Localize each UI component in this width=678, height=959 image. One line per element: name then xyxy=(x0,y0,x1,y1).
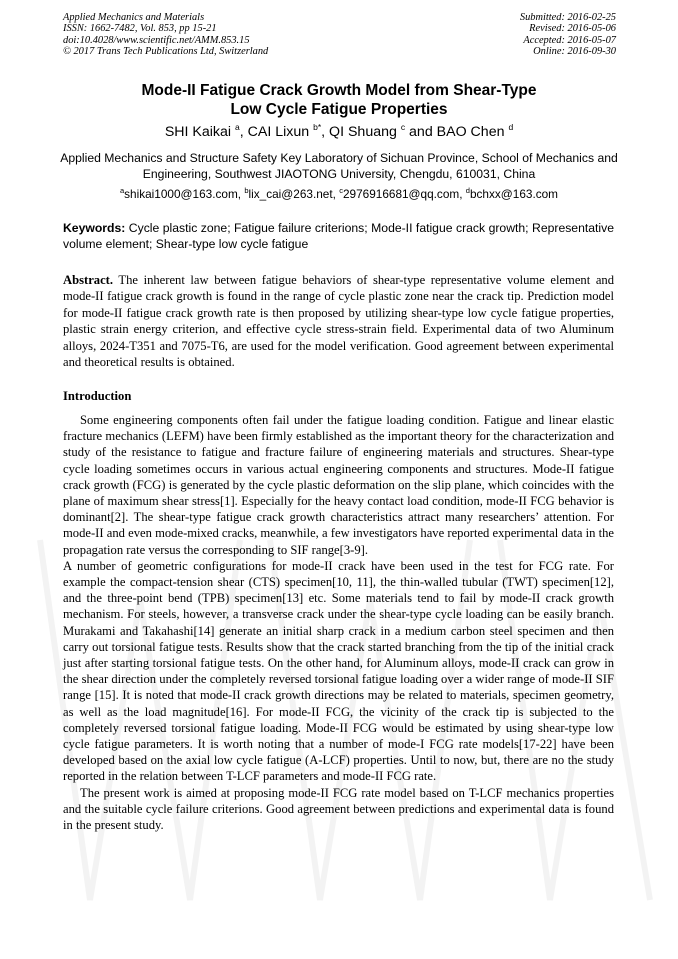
issn-line: ISSN: 1662-7482, Vol. 853, pp 15-21 xyxy=(63,23,217,35)
abstract-text: The inherent law between fatigue behaviors of shear-type representative volume element and mode-II fatigue crack growth is found in the range of cycle plastic zone near the crack tip. Prediction model for mode-II fatigue crack growth rate is then proposed by utilizing shear-type low cycle fatigue properties, plastic strain energy criterion, and effective cycle stress-strain field. Experimental data of two Aluminum alloys, 2024-T351 and 7075-T6, are used for the model verification. Good agreement between experimental and theoretical results is obtained. xyxy=(63,273,615,370)
paper-title xyxy=(40,82,638,119)
title-line-1: Mode-II Fatigue Crack Growth Model from Shear-Type xyxy=(141,82,537,99)
publication-dates xyxy=(520,12,616,58)
affiliation: Applied Mechanics and Structure Safety Key Laboratory of Sichuan Province, School of Mechanics and Engineering, Southwest JIAOTONG University, Chengdu, 610031, China xyxy=(60,151,618,181)
keywords-text: Cycle plastic zone; Fatigue failure criterions; Mode-II fatigue crack growth; Representative volume element; Shear-type low cycle fatigue xyxy=(63,221,614,251)
author-separator: , xyxy=(239,124,248,140)
abstract-section xyxy=(63,272,614,370)
publication-info xyxy=(63,12,268,58)
author-separator: , xyxy=(321,124,330,140)
paragraph: The present work is aimed at proposing mode-II FCG rate model based on T-LCF mechanics properties and the suitable cycle failure criterions. Good agreement between predictions and experimental data is found in the present study. xyxy=(63,785,614,833)
email-separator: , xyxy=(459,187,466,201)
email-separator: , xyxy=(332,187,340,201)
abstract-label: Abstract. xyxy=(63,273,114,287)
author-separator: and xyxy=(405,124,437,140)
author-name: QI Shuang xyxy=(329,124,397,140)
author-mark: d xyxy=(508,122,514,132)
title-line-2: Low Cycle Fatigue Properties xyxy=(230,100,448,118)
online-date: Online: 2016-09-30 xyxy=(533,46,616,58)
journal-name: Applied Mechanics and Materials xyxy=(63,12,205,23)
copyright-line: © 2017 Trans Tech Publications Ltd, Switzerland xyxy=(63,46,269,58)
paragraph: Some engineering components often fail under the fatigue loading condition. Fatigue and linear elastic fracture mechanics (LEFM) have been firmly established as the important theory for the characterization and study of the resistance to fatigue and fracture failure of engineering materials and structures. Shear-type cycle loading sometimes occurs in various actual engineering components and structures. Mode-II fatigue crack growth (FCG) is generated by the cycle plastic deformation on the slip plane, which coincides with the plane of maximum shear stress[1]. Especially for the heavy contact load condition, mode-II FCG behavior is dominant[2]. The shear-type fatigue crack growth characteristics attract many researchers’ attention. For mode-II and even mode-mixed cracks, meanwhile, a few investigators have reported experimental data in the propagation rate versus the corresponding to SIF range[3-9]. xyxy=(63,413,614,557)
email-address[interactable]: lix_cai@263.net xyxy=(248,187,333,201)
submitted-date: Submitted: 2016-02-25 xyxy=(519,12,616,23)
author-name: SHI Kaikai xyxy=(164,124,232,140)
section-heading-introduction: Introduction xyxy=(63,389,132,403)
accepted-date: Accepted: 2016-05-07 xyxy=(523,34,616,46)
keywords-section xyxy=(63,221,614,253)
paragraph: A number of geometric configurations for mode-II crack have been used in the test for FCG rate. For example the compact-tension shear (CTS) specimen[10, 11], the thin-walled tubular (TWT) specimen[12], and the three-point bend (TPB) specimen[13] etc. Some materials tend to fail by mode-II crack growth mechanism. For steels, however, a transverse crack under the shear-type cycle loading can be easily branch. Murakami and Takahashi[14] generate an initial sharp crack in a medium carbon steel specimen and then carry out torsional fatigue tests. Results show that the crack started branching from the tip of the initial crack just after starting torsional fatigue tests. On the other hand, for Aluminum alloys, mode-II crack can grow in the shear direction under the completely reversed torsional fatigue loading over a wider range of mode-II SIF range [15]. It is noted that mode-II crack growth directions may be related to materials, specimen geometry, as well as the load magnitude[16]. For mode-II FCG, the vicinity of the crack tip is subjected to the completely reversed torsional fatigue loading. Mode-II FCG would be estimated by using shear-type low cycle fatigue parameters. It is worth noting that a number of mode-I FCG rate models[17-22] have been developed based on the axial low cycle fatigue (A-LCF) properties. Until to now, but, there are no the study reported in the relation between T-LCF parameters and mode-II FCG rate. xyxy=(63,558,614,784)
email-mark: a xyxy=(119,186,125,195)
author-mark: b* xyxy=(313,122,322,132)
author-list xyxy=(40,123,638,141)
keywords-label: Keywords: xyxy=(63,221,126,235)
author-mark: c xyxy=(400,122,406,132)
doi-line: doi:10.4028/www.scientific.net/AMM.853.15 xyxy=(63,34,250,46)
author-name: BAO Chen xyxy=(436,124,505,140)
email-list xyxy=(40,187,638,202)
author-mark: a xyxy=(235,122,240,132)
email-address[interactable]: 2976916681@qq.com xyxy=(342,187,460,201)
author-name: CAI Lixun xyxy=(247,124,310,140)
email-address[interactable]: bchxx@163.com xyxy=(469,187,559,201)
email-mark: d xyxy=(465,186,470,195)
email-separator: , xyxy=(237,187,245,201)
email-mark: c xyxy=(339,186,343,195)
email-mark: b xyxy=(244,186,249,195)
revised-date: Revised: 2016-05-06 xyxy=(529,23,616,35)
email-address[interactable]: shikai1000@163.com xyxy=(124,187,238,201)
introduction-body xyxy=(63,412,614,833)
